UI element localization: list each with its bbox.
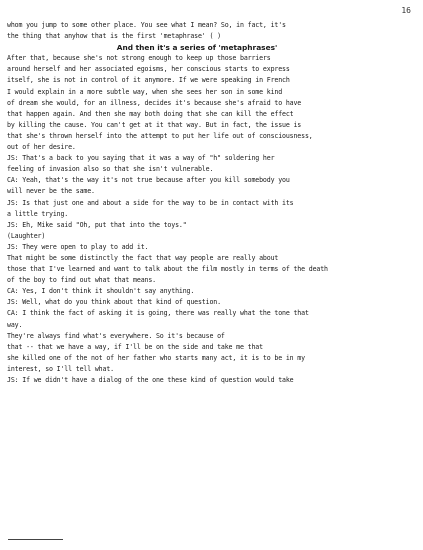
footnote-rule — [8, 539, 63, 540]
transcript-line: CA: Yeah, that's the way it's not true because after you kill somebody you — [7, 176, 290, 185]
transcript-line: a little trying. — [7, 209, 69, 218]
transcript-line: That might be some distinctly the fact that way people are really about — [7, 253, 279, 262]
transcript-body — [7, 20, 417, 386]
transcript-line: those that I've learned and want to talk about the film mostly in terms of the death — [7, 265, 328, 274]
transcript-line: way. — [7, 320, 23, 329]
transcript-line: JS: They were open to play to add it. — [7, 242, 149, 251]
transcript-line: interest, so I'll tell what. — [7, 364, 114, 373]
transcript-line: by killing the cause. You can't get at it that way. But in fact, the issue is — [7, 120, 302, 129]
transcript-line: that happen again. And then she may both doing that she can kill the effect — [7, 109, 294, 118]
transcript-line: itself, she is not in control of it anymore. If we were speaking in French — [7, 76, 290, 85]
transcript-line: of dream she would, for an illness, decides it's because she's afraid to have — [7, 98, 302, 107]
page-number: 16 — [401, 6, 411, 15]
transcript-line: feeling of invasion also so that she isn't vulnerable. — [7, 165, 214, 174]
transcript-line: (Laughter) — [7, 231, 46, 240]
transcript-line: JS: That's a back to you saying that it was a way of "h" soldering her — [7, 154, 275, 163]
transcript-line: JS: Eh, Mike said "Oh, put that into the toys." — [7, 220, 187, 229]
transcript-line: around herself and her associated egoisms, her conscious starts to express — [7, 65, 290, 74]
transcript-line: They're always find what's everywhere. So it's because of — [7, 331, 225, 340]
transcript-line: CA: Yes, I don't think it shouldn't say anything. — [7, 287, 195, 296]
transcript-line: JS: Is that just one and about a side for the way to be in contact with its — [7, 198, 294, 207]
transcript-line: the thing that anyhow that is the first 'metaphrase' ( ) — [7, 32, 221, 41]
transcript-line: CA: I think the fact of asking it is going, there was really what the tone that — [7, 309, 309, 318]
transcript-line: JS: Well, what do you think about that kind of question. — [7, 298, 221, 307]
transcript-line: of the boy to find out what that means. — [7, 276, 156, 285]
transcript-line: After that, because she's not strong enough to keep up those barriers — [7, 54, 271, 63]
transcript-line: I would explain in a more subtle way, when she sees her son in some kind — [7, 87, 283, 96]
transcript-line: whom you jump to some other place. You see what I mean? So, in fact, it's — [7, 21, 286, 29]
handwritten-annotation: And then it's a series of 'metaphrases' — [116, 43, 278, 53]
transcript-line: will never be the same. — [7, 187, 95, 196]
transcript-line: that -- that we have a way, if I'll be on the side and take me that — [7, 342, 263, 351]
transcript-line: that she's thrown herself into the attempt to put her life out of consciousness, — [7, 131, 313, 140]
transcript-line: out of her desire. — [7, 143, 76, 152]
transcript-line: she killed one of the not of her father who starts many act, it is to be in my — [7, 353, 305, 362]
transcript-line: JS: If we didn't have a dialog of the one these kind of question would take — [7, 376, 294, 384]
